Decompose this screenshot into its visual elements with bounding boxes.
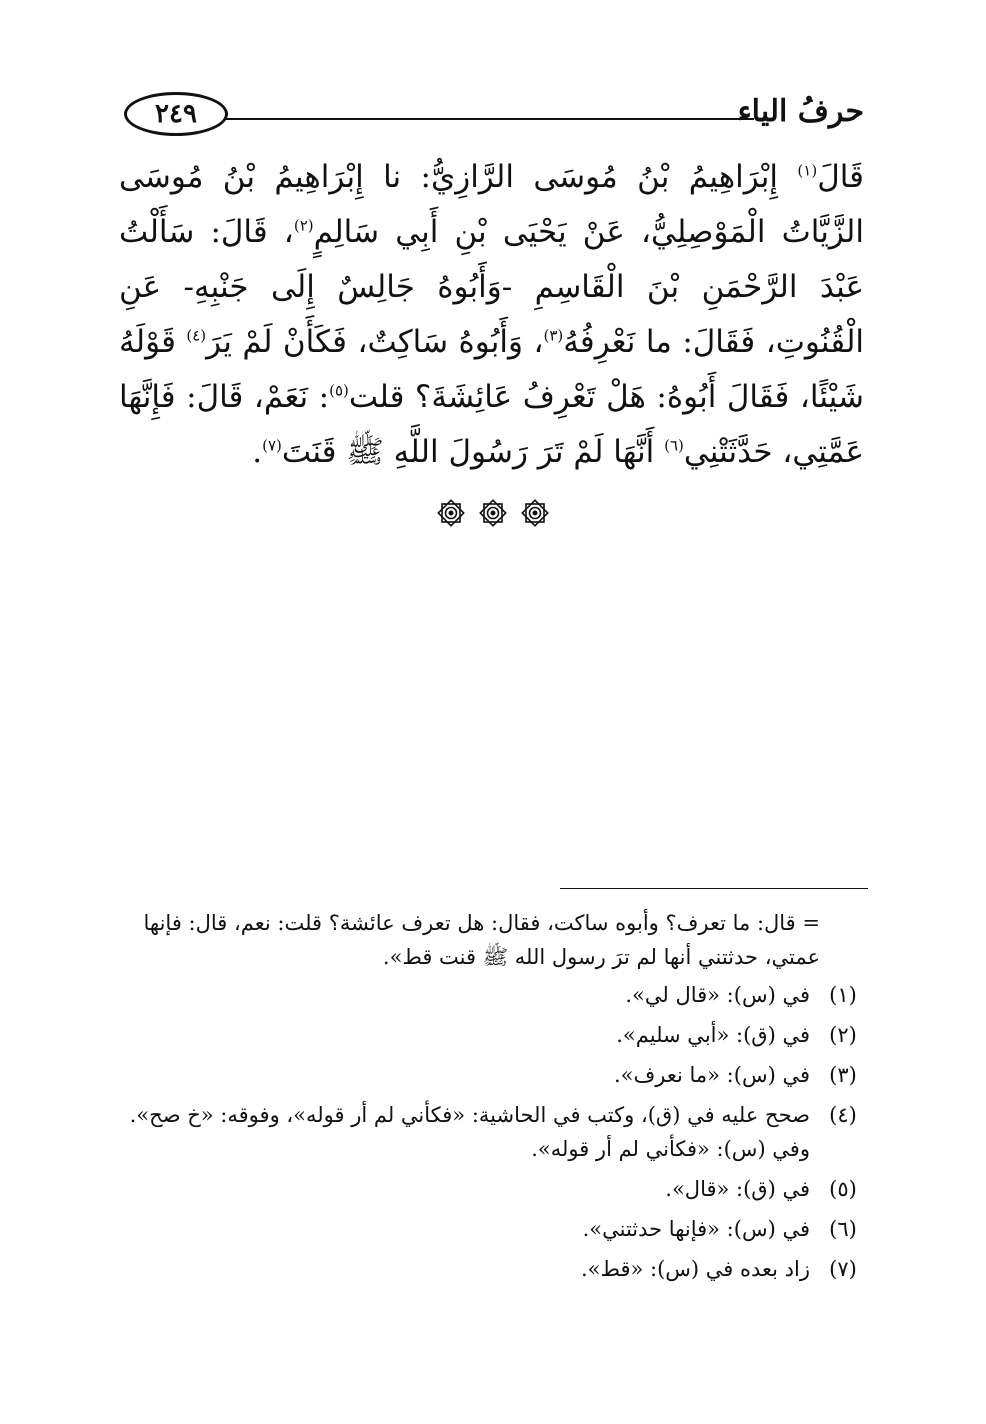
header-rule [224,118,754,120]
footnote-text: في (ق): «أبي سليم». [616,1023,810,1047]
footnote-ref-6: (٦) [664,436,684,455]
text-segment: قَالَ [817,159,864,195]
footnote-number: (٢) [829,1023,857,1047]
footnote-ref-3: (٣) [543,326,564,345]
text-segment: ، وَأَبُوهُ سَاكِتٌ، فَكَأَنْ لَمْ يَرَ [206,324,544,360]
footnote-item [116,1212,868,1246]
footnotes [116,906,868,1292]
footnote-text: صحح عليه في (ق)، وكتب في الحاشية: «فكأني لم أر قوله»، وفوقه: «خ صح». وفي (س): «فكأني لم أر قوله». [129,1103,810,1161]
footnote-number: (٣) [829,1063,857,1087]
footnote-ref-4: (٤) [186,326,207,345]
footnote-item [116,1018,868,1052]
text-segment: ، قَالَ: سَأَلْتُ عَبْدَ الرَّحْمَنِ بْنَ الْقَاسِمِ -وَأَبُوهُ جَالِسٌ إِلَى جَنْبِهِ- عَنِ الْقُنُوتِ، فَقَالَ: ما نَعْرِفُهُ [119,214,864,360]
footnote-item [116,1172,868,1206]
footnote-ref-7: (٧) [262,436,282,455]
text-segment: أَنَّهَا لَمْ تَرَ رَسُولَ اللَّهِ ﷺ قَنَتَ [281,434,665,470]
footnote-text: في (س): «فإنها حدثتني». [582,1217,810,1241]
main-paragraph [119,150,864,480]
footnote-number: (٧) [829,1257,857,1281]
running-head [124,92,864,140]
chapter-title: حرفُ الياء [737,94,864,129]
footnote-ref-1: (١) [797,161,818,180]
footnote-ref-2: (٢) [293,216,314,235]
section-end-ornament [0,498,986,528]
text-segment: قَوْلَهُ شَيْئًا، فَقَالَ أَبُوهُ: هَلْ تَعْرِفُ عَائِشَةَ؟ قلت [119,324,865,415]
text-segment: : نَعَمْ، قَالَ: فَإِنَّهَا عَمَّتِي، حَدَّثَتْنِي [119,379,864,470]
main-text [119,150,864,480]
footnote-item [116,1058,868,1092]
eight-point-star-rosette-icon [436,498,466,528]
text-segment: . [252,434,263,470]
footnote-number: (٦) [829,1217,857,1241]
eight-point-star-rosette-icon [520,498,550,528]
footnote-text: في (س): «ما نعرف». [613,1063,810,1087]
footnote-number: (٤) [829,1103,857,1127]
footnote-separator [560,888,868,889]
footnote-text: في (ق): «قال». [665,1177,810,1201]
footnote-continuation: = قال: ما تعرف؟ وأبوه ساكت، فقال: هل تعرف عائشة؟ قلت: نعم، قال: فإنها عمتي، حدثتني أنها لم ترَ رسول الله ﷺ قنت قط». [143,911,820,969]
footnote-item [116,1252,868,1286]
footnote-text: زاد بعده في (س): «قط». [580,1257,810,1281]
footnote-item [116,978,868,1012]
page-number: ٢٤٩ [124,92,228,136]
footnote-number: (١) [829,983,857,1007]
text-segment: إِبْرَاهِيمُ بْنُ مُوسَى الرَّازِيُّ: نا إِبْرَاهِيمُ بْنُ مُوسَى الزَّيَّاتُ الْمَوْصِلِيُّ، عَنْ يَحْيَى بْنِ أَبِي سَالِمٍ [119,159,864,250]
footnote-number: (٥) [829,1177,857,1201]
footnote-list [116,978,868,1286]
footnote-text: في (س): «قال لي». [625,983,810,1007]
eight-point-star-rosette-icon [478,498,508,528]
footnote-item [116,1098,868,1166]
footnote-ref-5: (٥) [329,381,349,400]
